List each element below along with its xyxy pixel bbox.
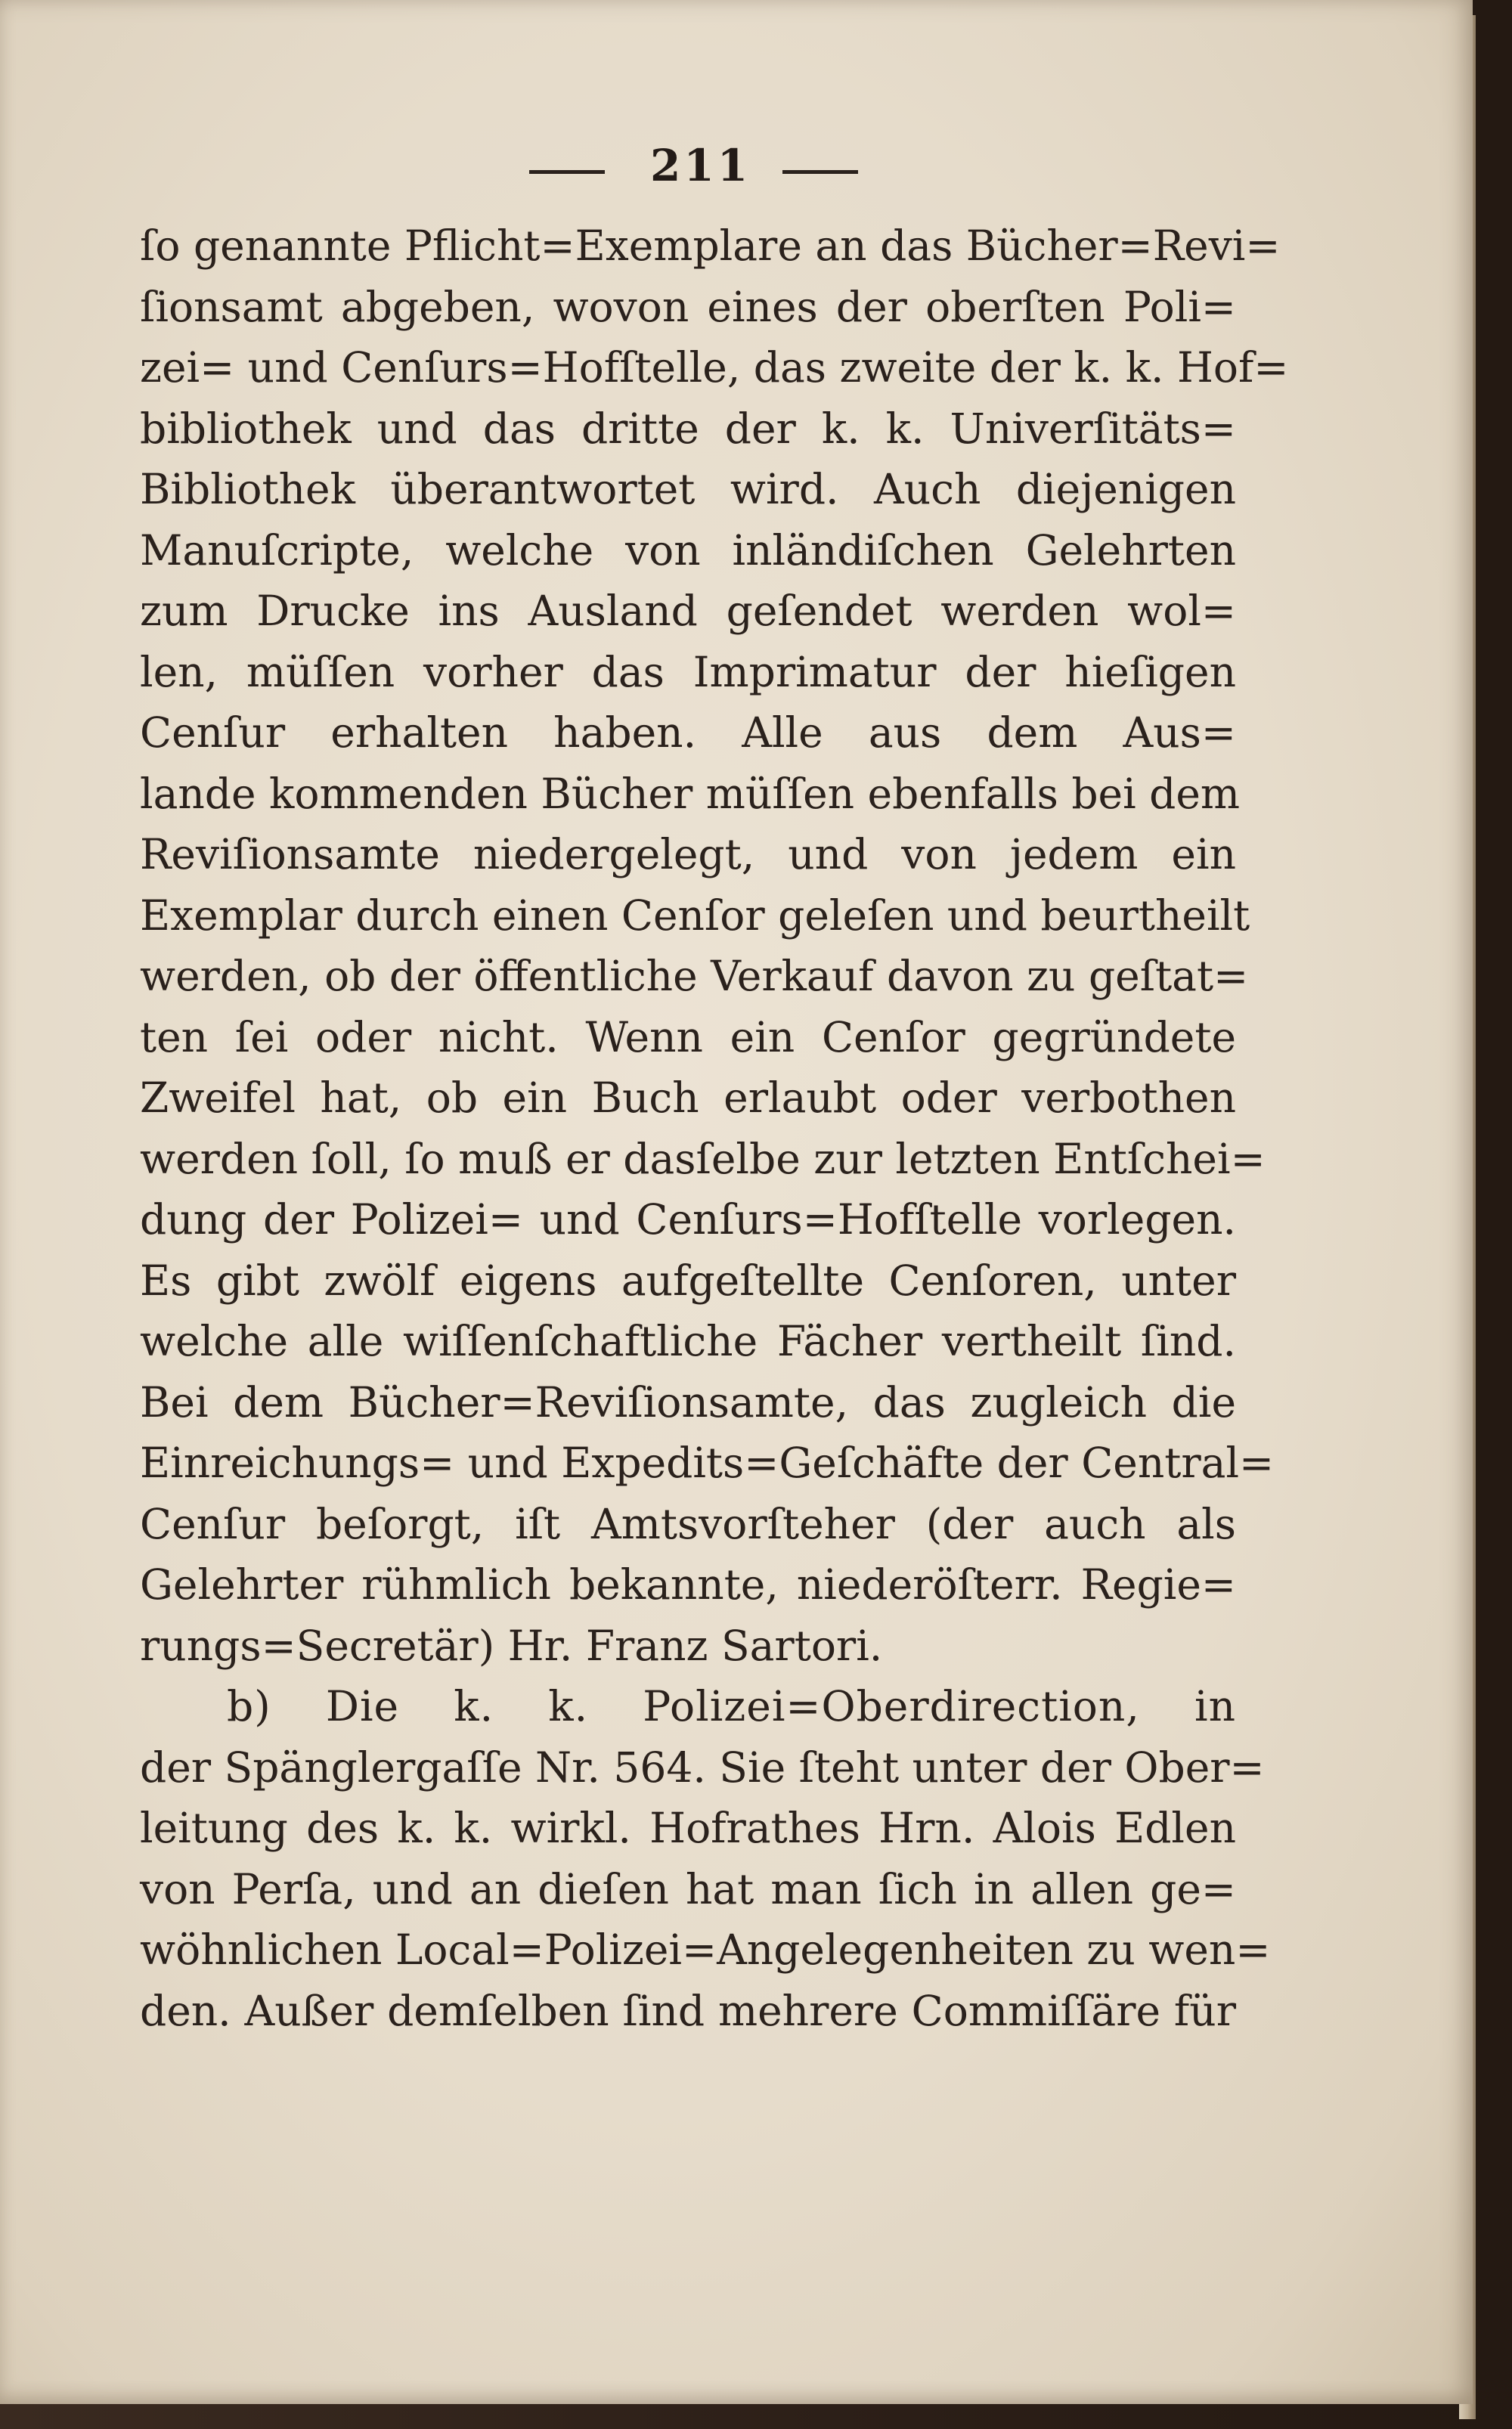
text-line: lande kommenden Bücher müſſen ebenfalls bei dem <box>140 769 1241 818</box>
text-line: Manuſcripte, welche von inländiſchen Gelehrten <box>140 525 1236 575</box>
text-line: Es gibt zwölf eigens aufgeſtellte Cenſoren, unter <box>140 1256 1236 1305</box>
text-line: Cenſur erhalten haben. Alle aus dem Aus= <box>140 708 1236 757</box>
text-line: Gelehrter rühmlich bekannte, niederöſterr. Regie= <box>140 1560 1236 1609</box>
page-header <box>0 140 1473 200</box>
text-line: bibliothek und das dritte der k. k. Univerſitäts= <box>140 404 1236 453</box>
text-line: Bibliothek überantwortet wird. Auch diejenigen <box>140 465 1236 513</box>
text-line: den. Außer demſelben ſind mehrere Commiſſäre für <box>140 1986 1236 2035</box>
text-line: ten ſei oder nicht. Wenn ein Cenſor gegründete <box>140 1012 1236 1061</box>
text-line: dung der Polizei= und Cenſurs=Hofſtelle vorlegen. <box>140 1195 1236 1244</box>
text-line: ſo genannte Pflicht=Exemplare an das Bücher=Revi= <box>140 222 1281 270</box>
text-line: Einreichungs= und Expedits=Geſchäfte der Central= <box>140 1439 1275 1487</box>
text-line: werden ſoll, ſo muß er dasſelbe zur letzten Entſchei= <box>140 1134 1266 1183</box>
text-line: Cenſur beſorgt, iſt Amtsvorſteher (der auch als <box>140 1499 1236 1548</box>
header-dash-right <box>782 170 858 174</box>
text-line: werden, ob der öffentliche Verkauf davon zu geſtat= <box>140 952 1249 1000</box>
text-line: welche alle wiſſenſchaftliche Fächer vertheilt ſind. <box>140 1317 1236 1365</box>
paragraph-heading-line: b) Die k. k. Polizei=Oberdirection, in <box>227 1682 1236 1730</box>
text-line: zum Drucke ins Ausland geſendet werden wol= <box>140 587 1236 635</box>
text-line: Bei dem Bücher=Reviſionsamte, das zugleich die <box>140 1377 1236 1427</box>
text-line: der Spänglergaſſe Nr. 564. Sie ſteht unter der Ober= <box>140 1743 1265 1792</box>
text-line: von Perſa, und an dieſen hat man ſich in allen ge= <box>140 1864 1236 1913</box>
text-line: Exemplar durch einen Cenſor geleſen und beurtheilt <box>140 891 1250 940</box>
text-line: Zweifel hat, ob ein Buch erlaubt oder verbothen <box>140 1074 1236 1122</box>
text-line: rungs=Secretär) Hr. Franz Sartori. <box>140 1621 883 1670</box>
text-line: wöhnlichen Local=Polizei=Angelegenheiten zu wen= <box>140 1926 1271 1974</box>
body-text <box>140 215 1289 2041</box>
text-line: ſionsamt abgeben, wovon eines der oberſten Poli= <box>140 282 1236 331</box>
text-line: leitung des k. k. wirkl. Hofrathes Hrn. Alois Edlen <box>140 1804 1236 1852</box>
text-line: zei= und Cenſurs=Hofſtelle, das zweite der k. k. Hof= <box>140 343 1289 392</box>
text-line: Reviſionsamte niedergelegt, und von jedem ein <box>140 830 1236 878</box>
page-number: 211 <box>650 140 751 191</box>
header-dash-left <box>529 170 605 174</box>
text-line: len, müſſen vorher das Imprimatur der hieſigen <box>140 647 1236 696</box>
